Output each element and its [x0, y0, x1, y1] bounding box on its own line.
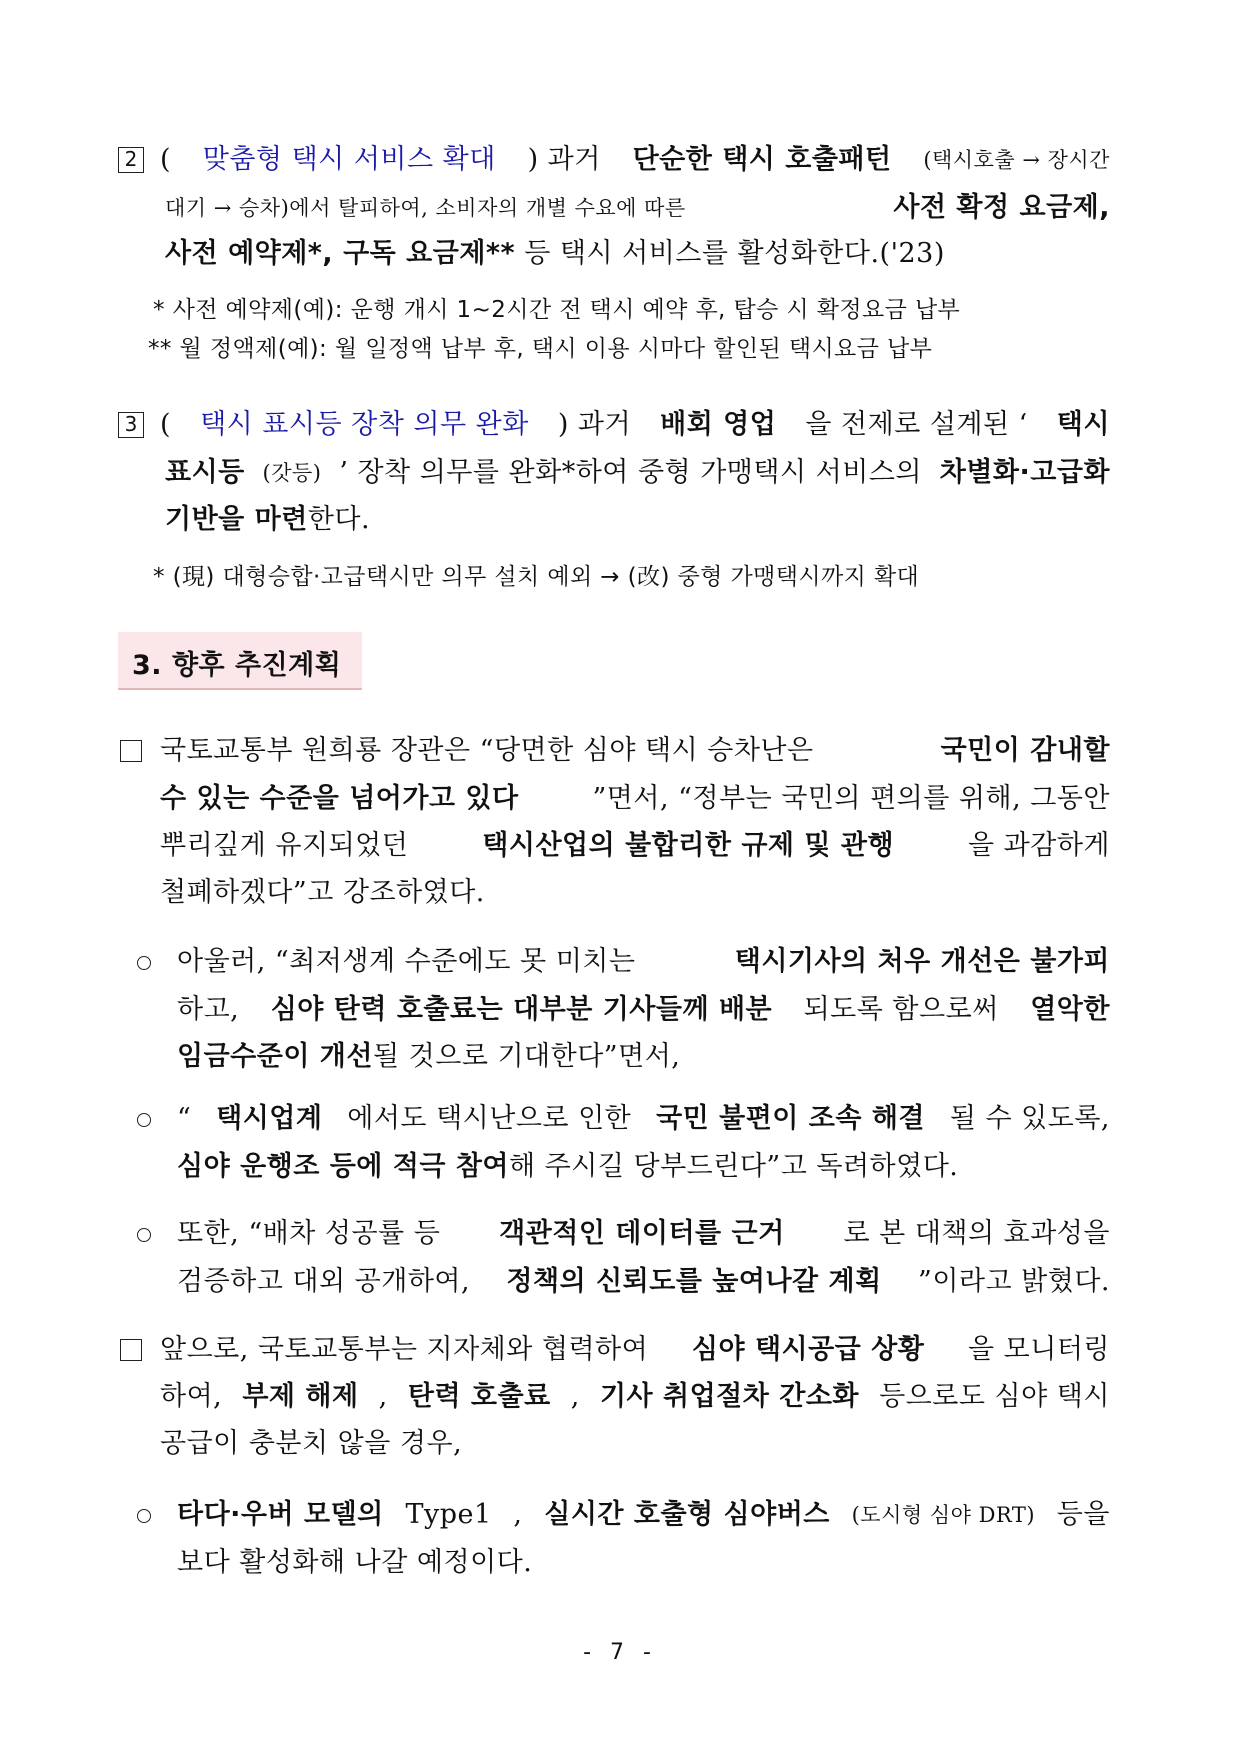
footnote: ** 월 정액제(예): 월 일정액 납부 후, 택시 이용 시마다 할인된 택시요금 납부 [148, 336, 933, 362]
emphasis: 부제 해제 [242, 1381, 359, 1412]
p2-line2 [160, 1380, 1110, 1414]
text: 에서도 택시난으로 인한 [347, 1103, 632, 1134]
emphasis: 택시산업의 불합리한 규제 및 관행 [482, 830, 895, 861]
text: 한다. [307, 504, 371, 535]
emphasis: 수 있는 수준을 넘어가고 있다 [160, 783, 519, 814]
text: 등을 [1056, 1499, 1110, 1530]
emphasis: 실시간 호출형 심야버스 [544, 1499, 830, 1530]
text: 을 모니터링 [967, 1334, 1110, 1365]
text: , [513, 1499, 523, 1530]
text: 을 과감하게 [967, 830, 1110, 861]
text: ”면서, “정부는 국민의 편의를 위해, 그동안 [592, 783, 1110, 814]
text: 하고, [177, 994, 240, 1025]
circle-bullet-icon [137, 1113, 151, 1127]
text: 될 것으로 기대한다”면서, [372, 1041, 681, 1072]
text: 하여, [160, 1381, 223, 1412]
item-number-box: 3 [118, 412, 144, 438]
text: ’ 장착 의무를 완화*하여 중형 가맹택시 서비스의 [339, 457, 922, 488]
text: ”이라고 밝혔다. [918, 1266, 1110, 1297]
text: Type1 [405, 1499, 492, 1530]
p1-line4: 철폐하겠다”고 강조하였다. [160, 877, 485, 908]
b4-line2: 보다 활성화해 나갈 예정이다. [177, 1547, 533, 1578]
text: 앞으로, 국토교통부는 지자체와 협력하여 [160, 1334, 649, 1365]
emphasis: 배회 영업 [660, 409, 777, 440]
emphasis: 객관적인 데이터를 근거 [499, 1218, 785, 1249]
emphasis: 정책의 신뢰도를 높여나갈 계획 [506, 1266, 882, 1297]
p1-line2 [160, 782, 1110, 816]
emphasis: 임금수준이 개선 [177, 1041, 373, 1072]
emphasis: 차별화·고급화 [939, 457, 1110, 488]
text: , [378, 1381, 388, 1412]
p1-line3 [160, 829, 1110, 863]
emphasis: 기반을 마련 [165, 504, 308, 535]
emphasis: 심야 탄력 호출료는 대부분 기사들께 배분 [270, 994, 773, 1025]
text: 대기 → 승차)에서 탈피하여, 소비자의 개별 수요에 따른 [165, 196, 686, 220]
text: 해 주시길 당부드린다”고 독려하였다. [509, 1151, 959, 1182]
item-number-box: 2 [118, 147, 144, 173]
text: ) 과거 [527, 144, 601, 175]
b3-line2 [177, 1265, 1110, 1299]
item2-line3 [165, 237, 945, 271]
text: 검증하고 대외 공개하여, [177, 1266, 471, 1297]
item3-line1 [160, 408, 1110, 442]
text: , [570, 1381, 580, 1412]
b2-line1 [177, 1102, 1110, 1136]
item2-title: 맞춤형 택시 서비스 확대 [202, 144, 496, 175]
circle-bullet-icon [137, 1509, 151, 1523]
emphasis: 기사 취업절차 간소화 [599, 1381, 859, 1412]
text: “ [177, 1103, 192, 1134]
text: 등 택시 서비스를 활성화한다.('23) [515, 238, 945, 269]
text: 될 수 있도록, [949, 1103, 1110, 1134]
emphasis: 표시등 [165, 457, 245, 488]
emphasis: 열악한 [1030, 994, 1110, 1025]
p2-line1 [160, 1333, 1110, 1367]
emphasis: 국민 불편이 조속 해결 [656, 1103, 926, 1134]
section-title: 3. 향후 추진계획 [132, 650, 342, 681]
text: ) 과거 [557, 409, 632, 440]
emphasis: 택시 [1056, 409, 1110, 440]
p2-line3: 공급이 충분치 않을 경우, [160, 1428, 463, 1459]
circle-bullet-icon [137, 1228, 151, 1242]
emphasis: 국민이 감내할 [940, 735, 1110, 766]
item3-line3 [165, 503, 370, 537]
circle-bullet-icon [137, 956, 151, 970]
text: 등으로도 심야 택시 [879, 1381, 1110, 1412]
item2-line2 [165, 191, 1110, 225]
square-bullet-icon [120, 740, 142, 762]
item3-line2 [165, 456, 1110, 490]
emphasis: 사전 예약제*, 구독 요금제** [165, 238, 516, 269]
text: 을 전제로 설계된 ‘ [805, 409, 1028, 440]
text: 국토교통부 원희룡 장관은 “당면한 심야 택시 승차난은 [160, 735, 814, 766]
emphasis: 타다·우버 모델의 [177, 1499, 384, 1530]
emphasis: 택시업계 [216, 1103, 323, 1134]
paren-open: ( [160, 144, 172, 175]
b4-line1 [177, 1498, 1110, 1532]
item3-title: 택시 표시등 장착 의무 완화 [200, 409, 529, 440]
footnote: * (現) 대형승합·고급택시만 의무 설치 예외 → (改) 중형 가맹택시까지 확대 [153, 564, 920, 590]
text: 아울러, “최저생계 수준에도 못 미치는 [177, 946, 636, 977]
b2-line2 [177, 1150, 958, 1184]
text: 또한, “배차 성공률 등 [177, 1218, 441, 1249]
square-bullet-icon [120, 1339, 142, 1361]
text: 되도록 함으로써 [803, 994, 999, 1025]
text: 뿌리깊게 유지되었던 [160, 830, 409, 861]
emphasis: 심야 운행조 등에 적극 참여 [177, 1151, 510, 1182]
b1-line2 [177, 993, 1110, 1027]
section-header [118, 632, 362, 690]
b1-line3 [177, 1040, 680, 1074]
b1-line1 [177, 945, 1110, 979]
text: 로 본 대책의 효과성을 [843, 1218, 1110, 1249]
emphasis: 탄력 호출료 [407, 1381, 551, 1412]
text-small: (도시형 심야 DRT) [851, 1503, 1036, 1527]
text-small: (택시호출 → 장시간 [923, 148, 1110, 172]
paren-open: ( [160, 409, 172, 440]
page-number: - 7 - [583, 1640, 657, 1665]
text-small: (갓등) [262, 461, 322, 485]
footnote: * 사전 예약제(예): 운행 개시 1~2시간 전 택시 예약 후, 탑승 시 확정요금 납부 [153, 297, 961, 323]
emphasis: 사전 확정 요금제, [893, 192, 1110, 223]
emphasis: 단순한 택시 호출패턴 [632, 144, 892, 175]
emphasis: 택시기사의 처우 개선은 불가피 [734, 946, 1110, 977]
p1-line1 [160, 734, 1110, 768]
item2-line1 [160, 143, 1110, 177]
b3-line1 [177, 1217, 1110, 1251]
emphasis: 심야 택시공급 상황 [691, 1334, 925, 1365]
